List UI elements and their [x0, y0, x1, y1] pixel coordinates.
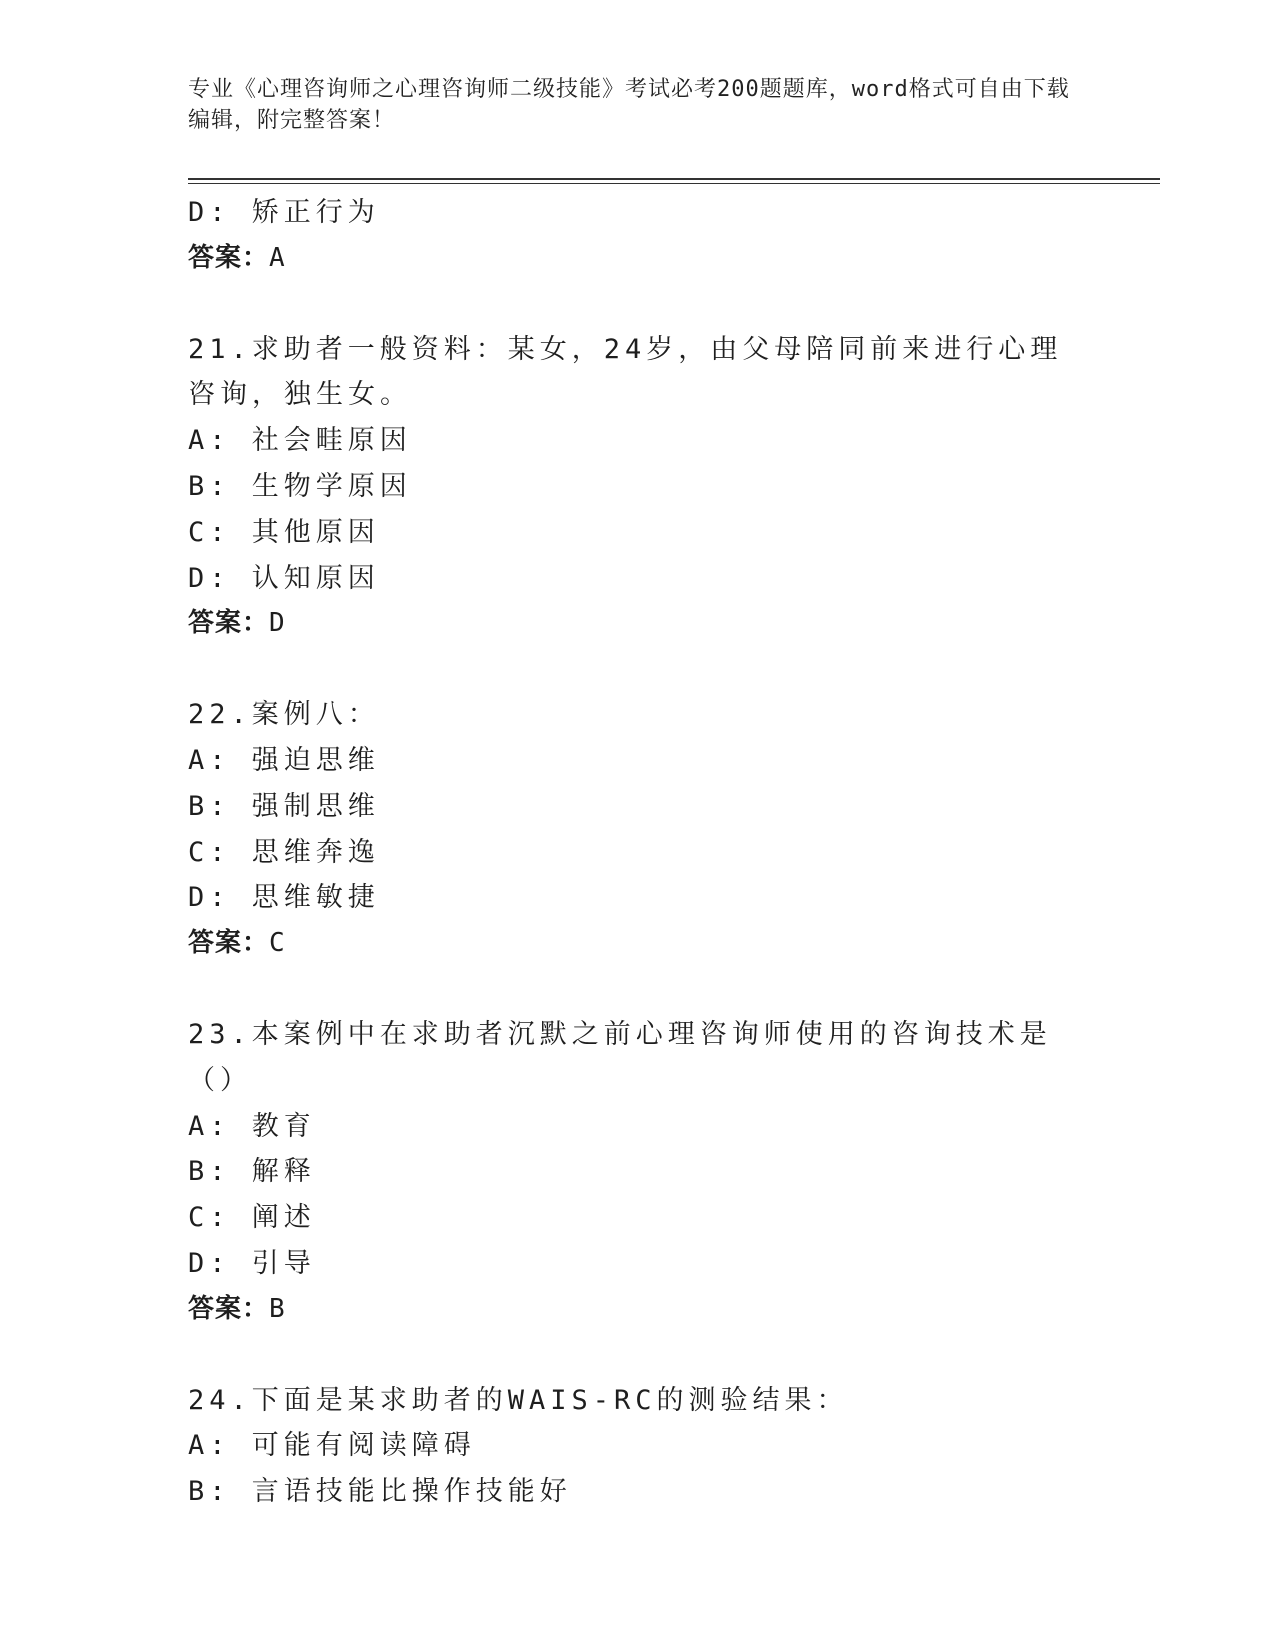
- answer-line: [188, 236, 1088, 282]
- question-spacer: [188, 967, 1088, 1012]
- answer-label: 答案：: [188, 1293, 270, 1324]
- answer-option: A: 可能有阅读障碍: [188, 1430, 476, 1462]
- answer-line: [188, 1287, 1088, 1333]
- answer-option: D: 思维敏捷: [188, 882, 380, 914]
- answer-option: C: 其他原因: [188, 516, 380, 548]
- document-header: 专业《心理咨询师之心理咨询师二级技能》考试必考200题题库，word格式可自由下载编辑，附完整答案！: [188, 77, 1070, 133]
- question-spacer: [188, 282, 1088, 327]
- answer-option: B: 言语技能比操作技能好: [188, 1476, 572, 1508]
- question-stem: 24.下面是某求助者的WAIS-RC的测验结果：: [188, 1384, 849, 1416]
- answer-option: A: 社会畦原因: [188, 425, 412, 457]
- answer-option: D: 引导: [188, 1247, 316, 1279]
- answer-value: C: [269, 928, 286, 959]
- answer-option: D: 认知原因: [188, 562, 380, 594]
- answer-option: B: 生物学原因: [188, 470, 412, 502]
- answer-option: D: 矫正行为: [188, 197, 380, 228]
- header-divider: [188, 178, 1160, 180]
- question-stem: 23.本案例中在求助者沉默之前心理咨询师使用的咨询技术是（）: [188, 1018, 1052, 1096]
- answer-line: [188, 601, 1088, 647]
- answer-option: B: 强制思维: [188, 790, 380, 822]
- question-list: [188, 190, 1088, 1515]
- question-stem: 22.案例八：: [188, 699, 380, 731]
- answer-option: A: 教育: [188, 1110, 316, 1142]
- question-stem: 21.求助者一般资料：某女，24岁，由父母陪同前来进行心理咨询，独生女。: [188, 333, 1063, 411]
- answer-label: 答案：: [188, 608, 270, 639]
- answer-label: 答案：: [188, 928, 270, 959]
- answer-line: [188, 921, 1088, 967]
- answer-value: D: [269, 608, 286, 639]
- answer-label: 答案：: [188, 242, 270, 273]
- answer-option: B: 解释: [188, 1156, 316, 1188]
- header-divider-thin: [188, 183, 1160, 184]
- question-spacer: [188, 1333, 1088, 1378]
- answer-value: B: [269, 1293, 286, 1324]
- answer-option: C: 思维奔逸: [188, 836, 380, 868]
- question-spacer: [188, 647, 1088, 692]
- answer-option: C: 阐述: [188, 1202, 316, 1234]
- answer-value: A: [269, 242, 286, 273]
- answer-option: A: 强迫思维: [188, 744, 380, 776]
